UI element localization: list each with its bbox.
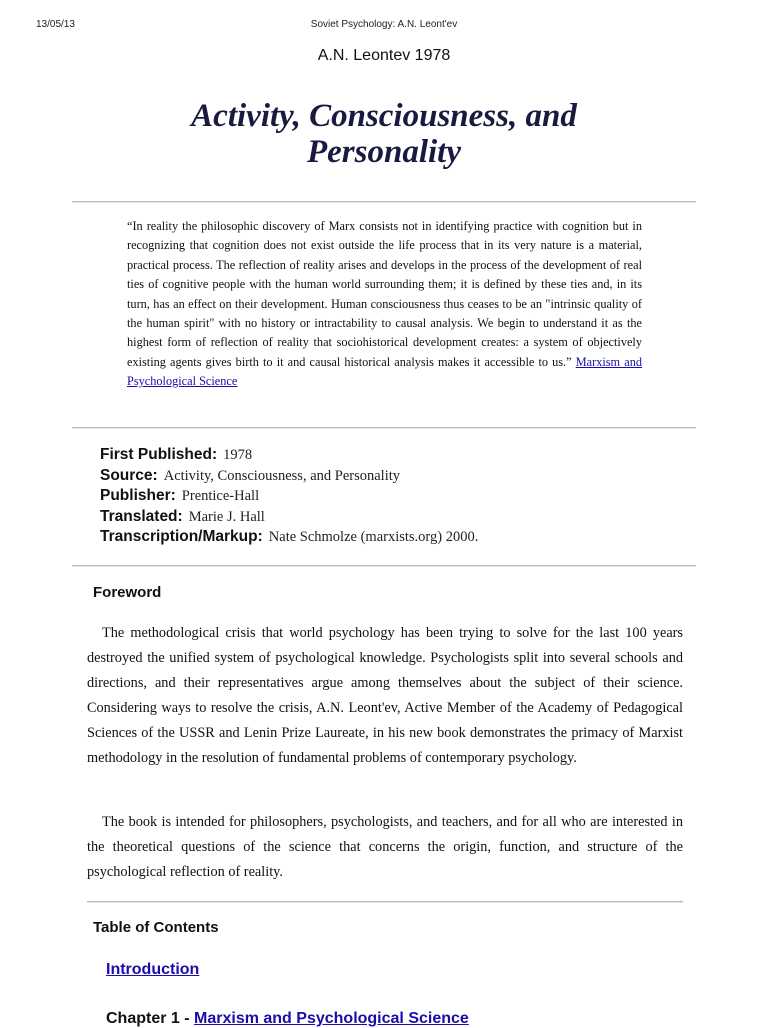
toc-chapter-prefix: Chapter 1 - <box>106 1010 195 1027</box>
toc-link-introduction[interactable]: Introduction <box>106 961 200 978</box>
foreword-heading: Foreword <box>93 584 162 601</box>
meta-translated <box>100 507 700 528</box>
meta-transcription <box>100 527 700 548</box>
meta-publisher <box>100 486 700 507</box>
print-header-title: Soviet Psychology: A.N. Leont'ev <box>310 19 458 30</box>
toc-entry-chapter-1 <box>106 1010 469 1028</box>
toc-heading: Table of Contents <box>93 919 219 936</box>
publication-info <box>100 445 700 548</box>
foreword-paragraph: The book is intended for philosophers, psychologists, and teachers, and for all who are interested in the theoretical questions of the science that concerns the origin, function, and structure of the psychological reflection of reality. <box>87 814 683 880</box>
divider <box>87 901 683 903</box>
meta-first-published <box>100 445 700 466</box>
divider <box>72 565 696 567</box>
author-line: A.N. Leontev 1978 <box>317 47 451 64</box>
meta-key: Source: <box>100 466 158 484</box>
foreword-paragraph: The methodological crisis that world psychology has been trying to solve for the last 100 years destroyed the unified system of psychological knowledge. Psychologists split into several schools and directions, and their representatives argue among themselves about the subject of their science. Considering ways to resolve the crisis, A.N. Leont'ev, Active Member of the Academy of Pedagogical Sciences of the USSR and Lenin Prize Laureate, in his new book demonstrates the primacy of Marxist methodology in the resolution of fundamental problems of contemporary psychology. <box>87 625 683 766</box>
meta-value: Prentice-Hall <box>181 488 260 505</box>
epigraph-quote <box>127 217 642 392</box>
meta-key: Transcription/Markup: <box>100 528 263 546</box>
book-title-line-2: Personality <box>307 134 461 170</box>
toc-link-chapter-1[interactable]: Marxism and Psychological Science <box>194 1010 469 1027</box>
meta-value: Marie J. Hall <box>188 508 265 525</box>
book-title <box>0 98 768 170</box>
divider <box>72 427 696 429</box>
book-title-line-1: Activity, Consciousness, and <box>191 98 577 134</box>
meta-source <box>100 466 700 487</box>
meta-key: Publisher: <box>100 487 176 505</box>
meta-value: Nate Schmolze (marxists.org) 2000. <box>268 529 479 546</box>
meta-value: Activity, Consciousness, and Personality <box>163 467 400 484</box>
epigraph-source-link[interactable]: Marxism and Psychological Science <box>127 354 642 389</box>
meta-value: 1978 <box>223 447 253 463</box>
divider <box>72 201 696 203</box>
print-header-date: 13/05/13 <box>36 19 75 30</box>
meta-key: First Published: <box>100 446 218 463</box>
meta-key: Translated: <box>100 507 183 525</box>
epigraph-text: “In reality the philosophic discovery of Marx consists not in identifying practice with cognition but in recognizing that cognition does not exist outside the life process that in its very nature is a material, practical process. The reflection of reality arises and develops in the process of the development of real ties of cognitive people with the human world surrounding them; it is defined by these ties and, in its turn, has an effect on their development. Human consciousness thus ceases to be an "intrinsic quality of the human spirit" with no history or intractability to causal analysis. We begin to understand it as the highest form of reflection of reality that sociohistorical development creates: a system of objectively existing agents gives birth to it and causal historical analysis makes it accessible to us.” <box>127 219 642 369</box>
